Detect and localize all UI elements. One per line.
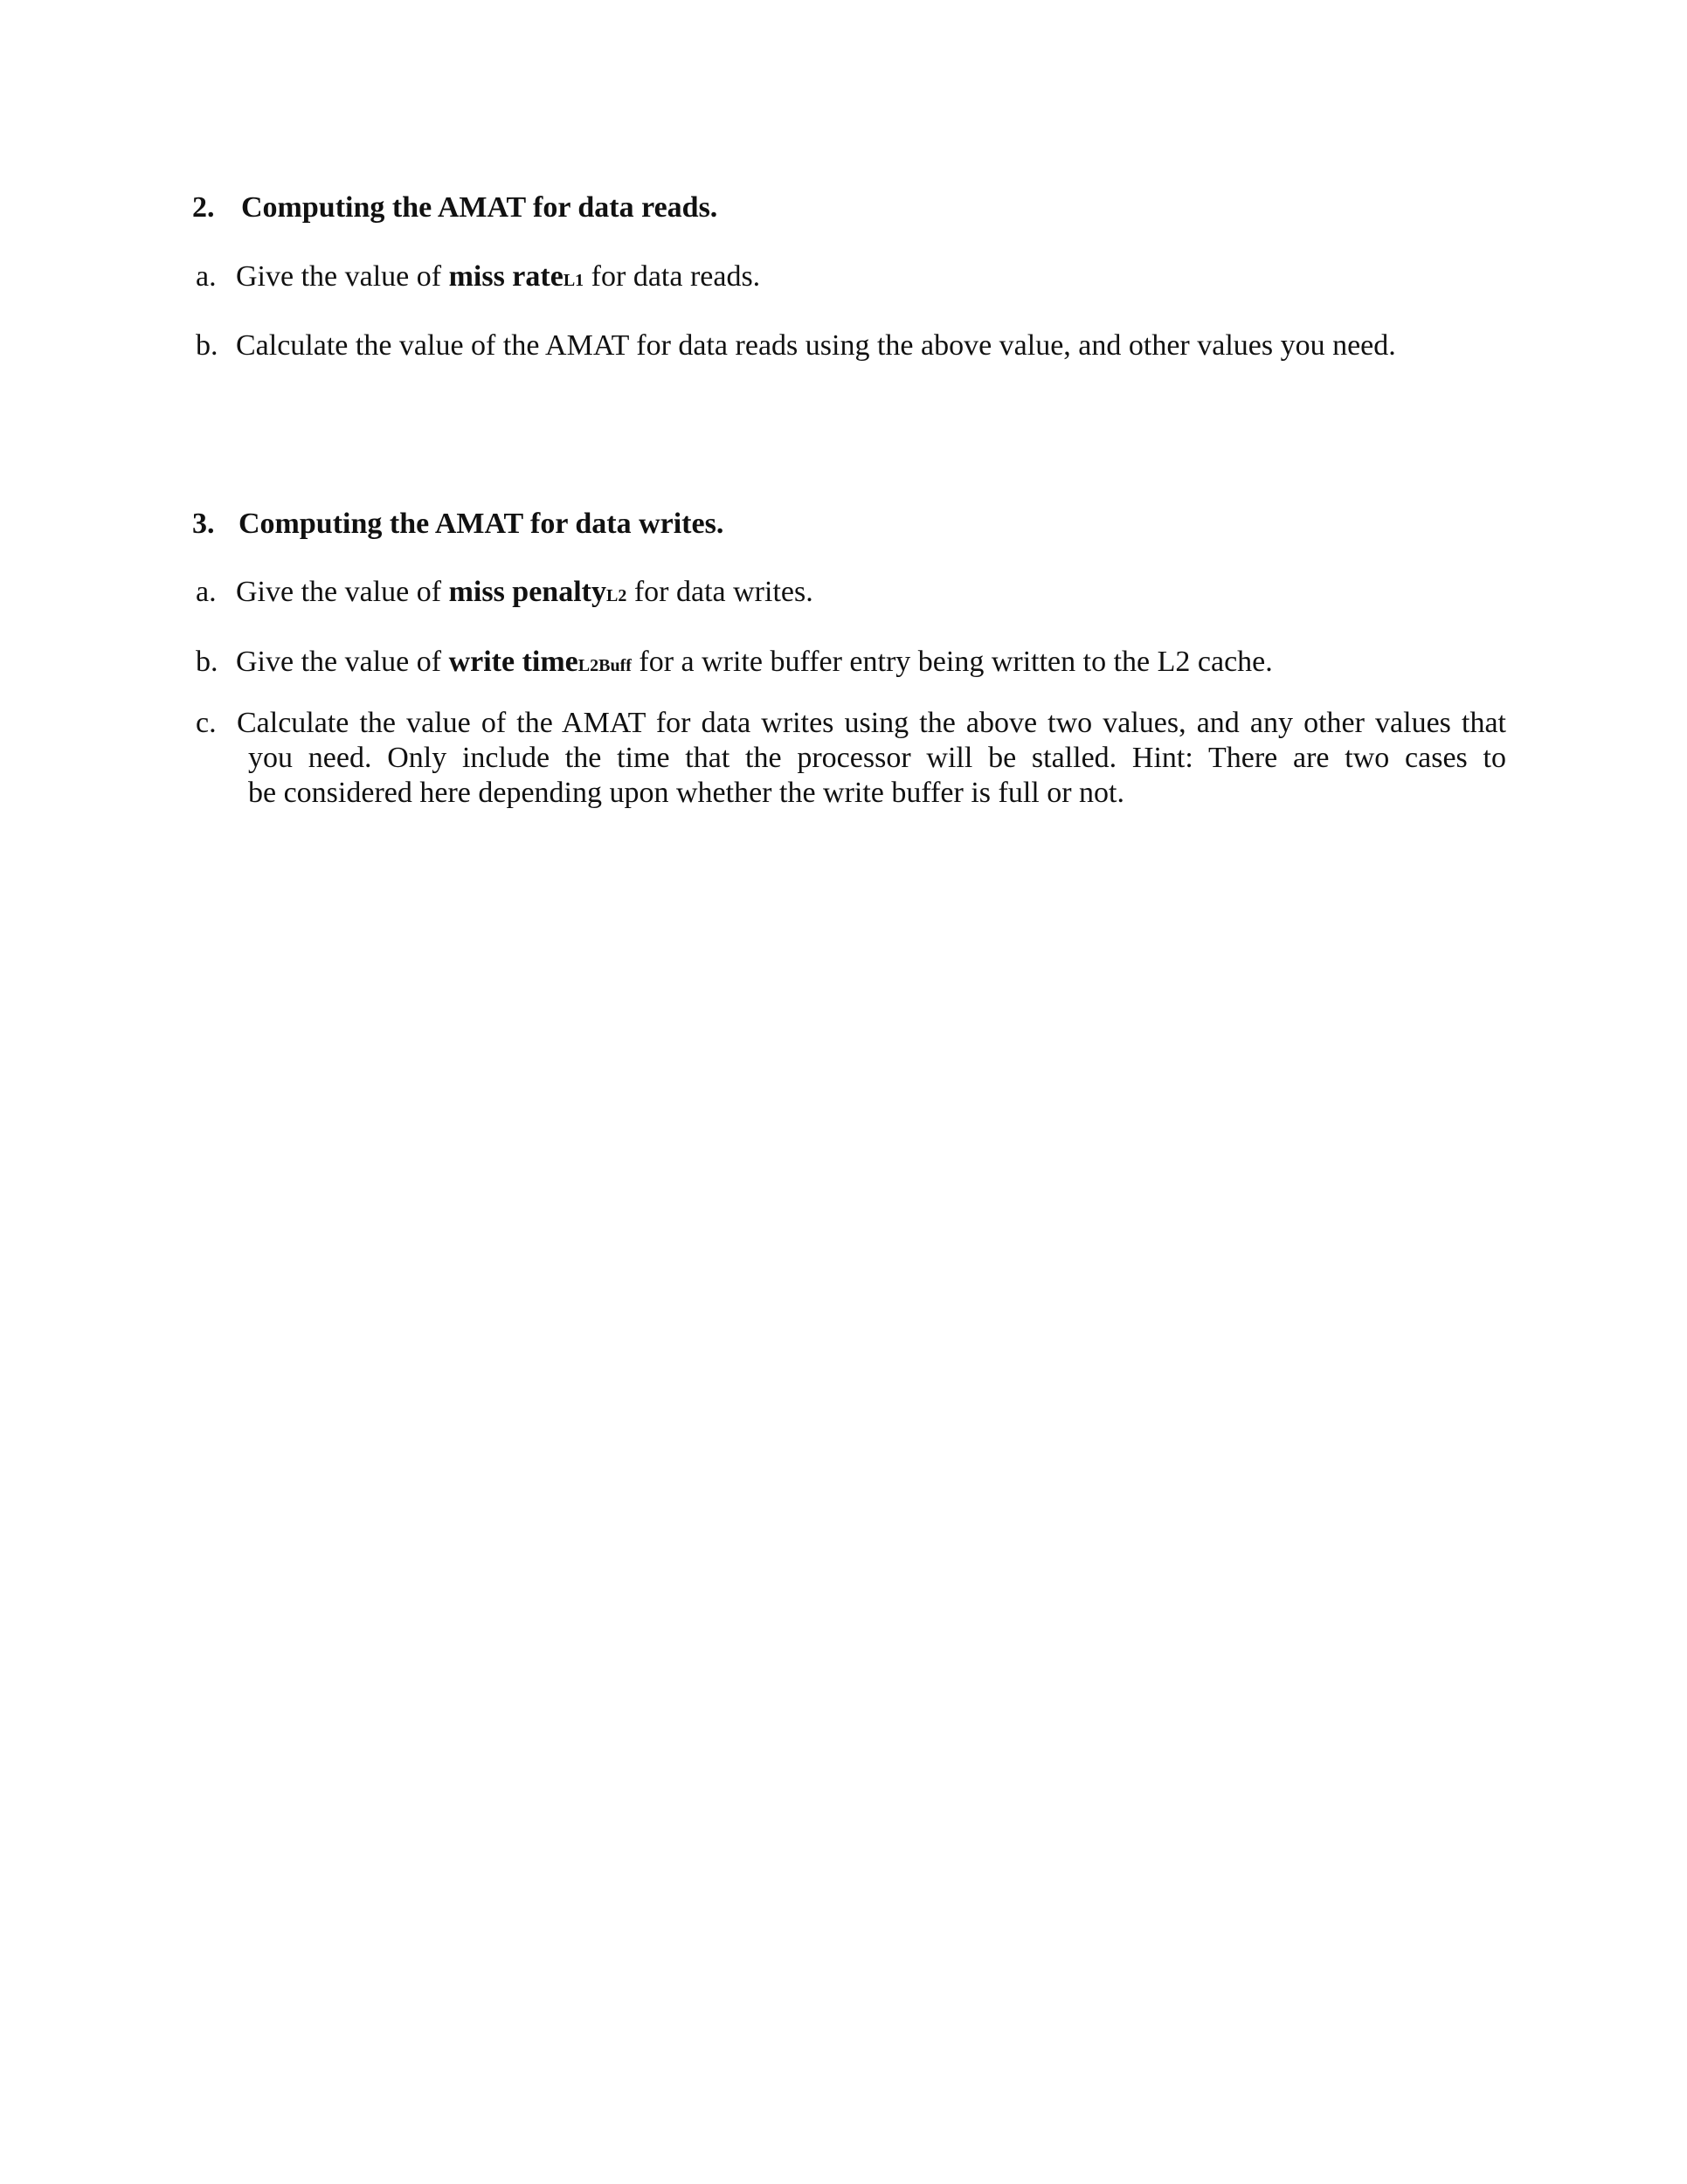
item-text-pre: Give the value of: [236, 646, 449, 678]
item-line-2: you need. Only include the time that the processor will be stalled. Hint: There are two cases to: [248, 742, 1506, 774]
item-paragraph: [237, 706, 1506, 811]
item-term: write time: [448, 646, 578, 678]
item-label: c.: [196, 707, 217, 739]
item-text: Calculate the value of the AMAT for data reads using the above value, and other values you need.: [236, 329, 1396, 362]
section-3-item-c: [196, 706, 1524, 811]
item-text-post: for data writes.: [626, 576, 813, 608]
item-term-subscript: L2Buff: [577, 656, 632, 675]
section-3-heading: [192, 509, 723, 539]
item-text-post: for a write buffer entry being written to the L2 cache.: [631, 646, 1273, 678]
item-text-pre: Give the value of: [236, 576, 449, 608]
section-2-item-b: [196, 331, 1396, 361]
item-term: miss penalty: [448, 576, 606, 608]
item-label: a.: [196, 576, 217, 608]
item-text-post: for data reads.: [584, 260, 761, 293]
item-label: a.: [196, 260, 217, 293]
item-line-3: be considered here depending upon whether the write buffer is full or not.: [248, 777, 1124, 809]
section-2-number: 2.: [192, 191, 215, 224]
section-2-title: Computing the AMAT for data reads.: [241, 191, 718, 224]
item-term-subscript: L2: [606, 586, 627, 605]
section-3-number: 3.: [192, 508, 215, 540]
item-text-pre: Give the value of: [236, 260, 449, 293]
item-label: b.: [196, 646, 218, 678]
section-2-item-a: [196, 262, 760, 292]
section-3-item-b: [196, 647, 1273, 677]
item-label: b.: [196, 329, 218, 362]
item-term-subscript: L1: [563, 271, 584, 290]
item-term: miss rate: [448, 260, 563, 293]
section-2-heading: [192, 193, 717, 223]
item-line-1: Calculate the value of the AMAT for data writes using the above two values, and any other values that: [237, 707, 1506, 739]
section-3-title: Computing the AMAT for data writes.: [239, 508, 724, 540]
section-3-item-a: [196, 577, 813, 607]
